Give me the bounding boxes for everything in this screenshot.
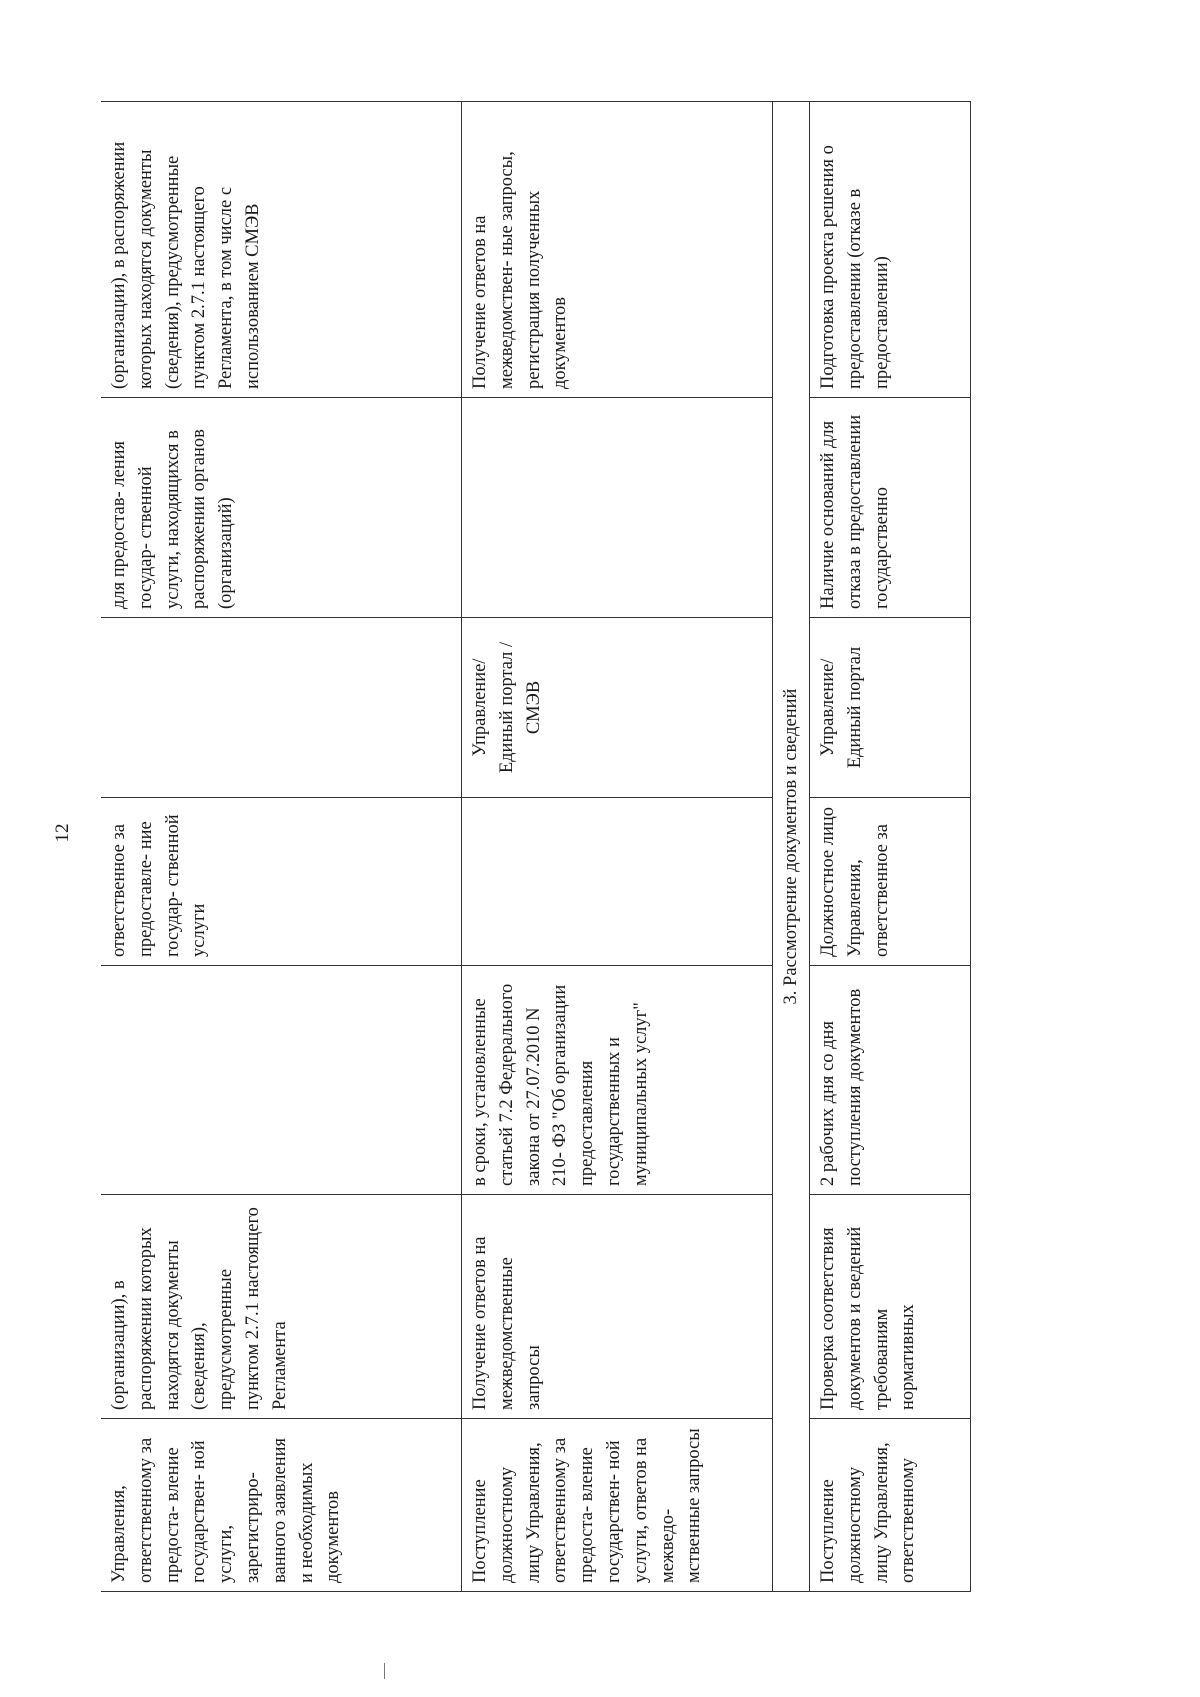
cell-responsible <box>462 798 773 966</box>
section-row <box>773 102 810 1592</box>
table-row <box>810 102 971 1592</box>
cell-action: Поступление должностному лицу Управления, ответственному за предоста- вление государствен- ной услуги, ответов на межведо- мственные запросы <box>462 1419 773 1592</box>
cell-place: Управление/ Единый портал <box>810 618 971 798</box>
cell-content: Получение ответов на межведомственные запросы <box>462 1195 773 1419</box>
page-number: 12 <box>52 823 73 843</box>
cell-responsible: ответственное за предоставле- ние государ- ственной услуги <box>101 798 462 966</box>
cell-term <box>101 966 462 1195</box>
cell-result: Получение ответов на межведомствен- ные запросы, регистрация полученных документов <box>462 102 773 398</box>
cell-action: Управления, ответственному за предоста- вление государствен- ной услуги, зарегистриро- ванного заявления и необходимых документов <box>101 1419 462 1592</box>
cell-place <box>101 618 462 798</box>
table-row <box>101 102 462 1592</box>
procedure-table <box>101 101 971 1592</box>
cell-place: Управление/ Единый портал /СМЭВ <box>462 618 773 798</box>
cell-term: 2 рабочих дня со дня поступления документов <box>810 966 971 1195</box>
cell-criteria: Наличие оснований для отказа в предоставлении государственно <box>810 398 971 618</box>
cell-result: (организации), в распоряжении которых находятся документы (сведения), предусмотренные пунктом 2.7.1 настоящего Регламента, в том числе с использованием СМЭВ <box>101 102 462 398</box>
cell-content: Проверка соответствия документов и сведений требованиям нормативных <box>810 1195 971 1419</box>
cell-criteria: для предостав- ления государ- ственной услуги, находящихся в распоряжении органов (организаций) <box>101 398 462 618</box>
cell-term: в сроки, установленные статьей 7.2 Федерального закона от 27.07.2010 N 210- ФЗ "Об организации предоставления государственных и муниципальных услуг" <box>462 966 773 1195</box>
cell-action: Поступление должностному лицу Управления, ответственному <box>810 1419 971 1592</box>
cell-result: Подготовка проекта решения о предоставлении (отказе в предоставлении) <box>810 102 971 398</box>
cell-responsible: Должностное лицо Управления, ответственное за <box>810 798 971 966</box>
cell-criteria <box>462 398 773 618</box>
table-row <box>462 102 773 1592</box>
cell-content: (организации), в распоряжении которых находятся документы (сведения), предусмотренные пунктом 2.7.1 настоящего Регламента <box>101 1195 462 1419</box>
scan-mark <box>384 1663 385 1679</box>
rotated-table-wrapper <box>101 102 919 1592</box>
section-heading: 3. Рассмотрение документов и сведений <box>773 102 810 1592</box>
